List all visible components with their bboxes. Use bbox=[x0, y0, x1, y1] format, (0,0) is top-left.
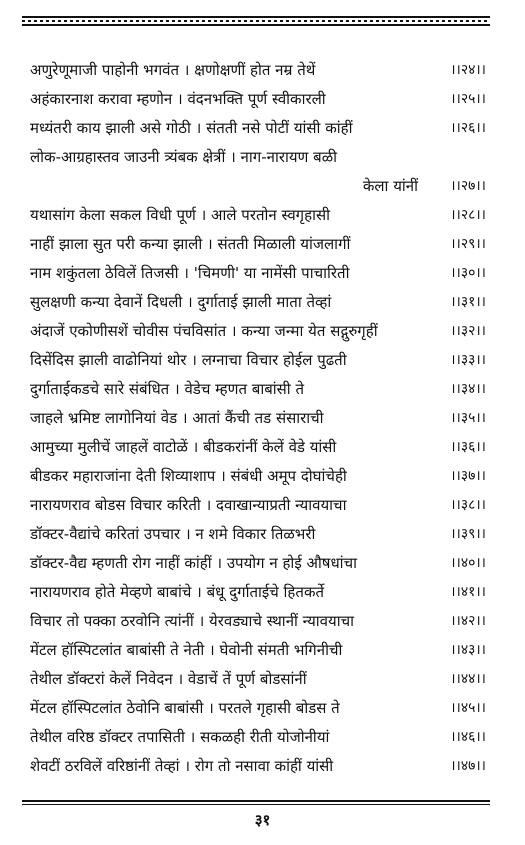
verse-text: बीडकर महाराजांना देती शिव्याशाप । संबंधी अमूप दोघांचेही bbox=[30, 467, 347, 485]
verse-line bbox=[30, 491, 490, 520]
verse-number: ।।३३।। bbox=[450, 352, 486, 368]
verse-line bbox=[30, 723, 490, 752]
verse-text: अंदाजें एकोणीसशें चोवीस पंचविसांत । कन्या जन्मा येत सद्गुरुगृहीं bbox=[30, 322, 378, 340]
verse-number: ।।४६।। bbox=[450, 729, 486, 745]
verse-line bbox=[30, 607, 490, 636]
verse-line bbox=[30, 578, 490, 607]
verse-line bbox=[30, 636, 490, 665]
verse-text: नारायणराव होते मेव्हणे बाबांचे । बंधू दुर्गाताईचे हितकर्ते bbox=[30, 583, 325, 601]
verse-line bbox=[30, 317, 490, 346]
verse-text: जाहले भ्रमिष्ट लागोनियां वेड । आतां कैंची तड संसाराची bbox=[30, 409, 324, 427]
verse-line bbox=[30, 259, 490, 288]
verse-line bbox=[30, 288, 490, 317]
top-rule bbox=[22, 16, 490, 26]
verse-text: नाम शकुंतला ठेविलें तिजसी । 'चिमणी' या नामेंसी पाचारिती bbox=[30, 264, 350, 282]
verse-text: दुर्गाताईकडचे सारे संबंधित । वेडेच म्हणत बाबांसी ते bbox=[30, 380, 305, 398]
verse-number: ।।२८।। bbox=[450, 207, 486, 223]
verse-text: विचार तो पक्का ठरवोनि त्यांनीं । येरवड्याचे स्थानीं न्यावयाचा bbox=[30, 612, 355, 630]
verse-number: ।।३२।। bbox=[450, 323, 486, 339]
verse-text: लोक-आग्रहास्तव जाउनी त्र्यंबक क्षेत्रीं । नाग-नारायण बळी bbox=[30, 148, 338, 166]
verse-number: ।।२९।। bbox=[450, 236, 486, 252]
verse-number: ।।२७।। bbox=[450, 178, 486, 194]
verse-line bbox=[30, 694, 490, 723]
verse-number: ।।२४।। bbox=[450, 62, 486, 78]
verse-line bbox=[30, 114, 490, 143]
verse-number: ।।३९।। bbox=[450, 526, 486, 542]
verse-line-continuation bbox=[30, 172, 490, 201]
verse-number: ।।३७।। bbox=[450, 468, 486, 484]
page-number: ३१ bbox=[254, 811, 271, 829]
verse-text: अणुरेणूमाजी पाहोनी भगवंत । क्षणोक्षणीं होत नम्र तेथें bbox=[30, 61, 316, 79]
verse-text: दिसेंदिस झाली वाढोनियां थोर । लग्नाचा विचार होईल पुढती bbox=[30, 351, 347, 369]
verse-number: ।।२६।। bbox=[450, 120, 486, 136]
verse-line bbox=[30, 230, 490, 259]
verse-line bbox=[30, 346, 490, 375]
verse-text: डॉक्टर-वैद्य म्हणती रोग नाहीं कांहीं । उपयोग न होई औषधांचा bbox=[30, 554, 357, 572]
verse-line bbox=[30, 375, 490, 404]
verse-text: नाहीं झाला सुत परी कन्या झाली । संतती मिळाली यांजलागीं bbox=[30, 235, 351, 253]
verse-text: आमुच्या मुलीचें जाहलें वाटोळें । बीडकरांनीं केलें वेडे यांसी bbox=[30, 438, 337, 456]
verse-number: ।।३६।। bbox=[450, 439, 486, 455]
verse-text: डॉक्टर-वैद्यांचे करितां उपचार । न शमे विकार तिळभरी bbox=[30, 525, 316, 543]
verse-number: ।।४०।। bbox=[450, 555, 486, 571]
bottom-rule bbox=[22, 800, 490, 805]
verse-text: मध्यंतरी काय झाली असे गोठी । संतती नसे पोटीं यांसी कांहीं bbox=[30, 119, 353, 137]
verse-line bbox=[30, 549, 490, 578]
verse-line bbox=[30, 404, 490, 433]
verse-number: ।।४३।। bbox=[450, 642, 486, 658]
verse-list bbox=[30, 56, 490, 781]
verse-line bbox=[30, 143, 490, 172]
verse-text: तेथील वरिष्ठ डॉक्टर तपासिती । सकळही रीती योजोनीयां bbox=[30, 728, 330, 746]
verse-text: नारायणराव बोडस विचार करिती । दवाखान्याप्रती न्यावयाचा bbox=[30, 496, 347, 514]
verse-line bbox=[30, 433, 490, 462]
verse-text: यथासांग केला सकल विधी पूर्ण । आले परतोन स्वगृहासी bbox=[30, 206, 330, 224]
verse-text: केला यांनीं bbox=[362, 177, 418, 195]
verse-number: ।।४१।। bbox=[450, 584, 486, 600]
verse-number: ।।३५।। bbox=[450, 410, 486, 426]
verse-line bbox=[30, 462, 490, 491]
verse-line bbox=[30, 520, 490, 549]
verse-text: मेंटल हॉस्पिटलांत बाबांसी ते नेती । घेवोनी संमती भगिनीची bbox=[30, 641, 343, 659]
verse-line bbox=[30, 201, 490, 230]
verse-number: ।।३८।। bbox=[450, 497, 486, 513]
verse-number: ।।४५।। bbox=[450, 700, 486, 716]
verse-text: शेवटीं ठरविलें वरिष्ठांनीं तेव्हां । रोग तो नसावा कांहीं यांसी bbox=[30, 757, 334, 775]
verse-number: ।।२५।। bbox=[450, 91, 486, 107]
verse-text: मेंटल हॉस्पिटलांत ठेवोनि बाबांसी । परतले गृहासी बोडस ते bbox=[30, 699, 340, 717]
verse-line bbox=[30, 752, 490, 781]
verse-number: ।।३०।। bbox=[450, 265, 486, 281]
verse-number: ।।४४।। bbox=[450, 671, 486, 687]
verse-line bbox=[30, 56, 490, 85]
verse-number: ।।४२।। bbox=[450, 613, 486, 629]
verse-line bbox=[30, 85, 490, 114]
verse-number: ।।३४।। bbox=[450, 381, 486, 397]
verse-number: ।।३१।। bbox=[450, 294, 486, 310]
verse-line bbox=[30, 665, 490, 694]
verse-text: तेथील डॉक्टरां केलें निवेदन । वेडाचें तें पूर्ण बोडसांनीं bbox=[30, 670, 307, 688]
verse-text: सुलक्षणी कन्या देवानें दिधली । दुर्गाताई झाली माता तेव्हां bbox=[30, 293, 332, 311]
verse-text: अहंकारनाश करावा म्हणोन । वंदनभक्ति पूर्ण स्वीकारली bbox=[30, 90, 326, 108]
verse-number: ।।४७।। bbox=[450, 758, 486, 774]
